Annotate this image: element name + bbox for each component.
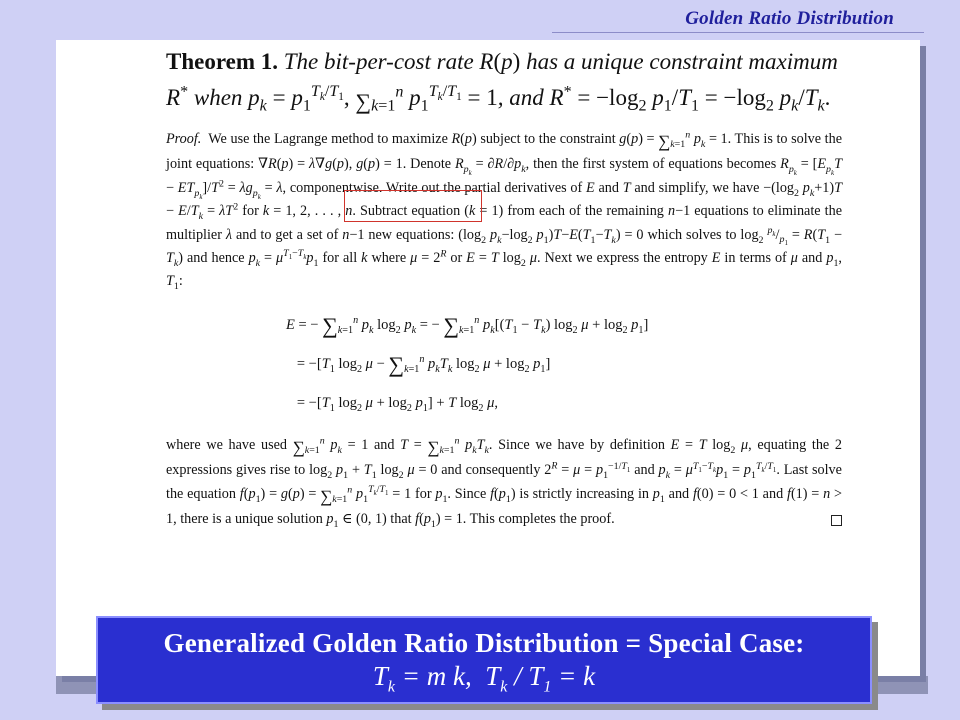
proof-label: Proof. xyxy=(166,131,202,147)
qed-square-icon xyxy=(831,515,842,526)
equation-line-1: E = − $\sum_{k=1}^n$ $p_k$ $\log_2 p_k$ = − $\sum_{k=1}^n$ $p_k[(T_1 - T_k)$ $\log_2 \mu + \log_2 p_1$] xyxy=(286,312,649,338)
proof-conclusion: where we have used $\sum_{k=1}^n$ $p_k = 1$ and $T = \sum_{k=1}^n$ $p_kT_k$. Since we have by definition E = T $\log_2 \mu$, equating the 2 expressions gives rise to $\log_2 p_1 + T_1$ $\log_2 \mu = 0$ and consequently $2^R = \mu = p_1^{-1/T_1}$ and $p_k = \mu^{T_1-T_k}p_1 = p_1^{T_k/T_1}$. Last solve the equation $f(p_1) = g(p) = \sum_{k=1}^n$ $p_1^{T_k/T_1} = 1$ for $p_1$. Since $f(p_1)$ is strictly increasing in $p_1$ and f(0) = 0 < 1 and f(1) = n > 1, there is a unique solution $p_1$ ∈ (0, 1) that $f(p_1) = 1$. This completes the proof. xyxy=(166,435,842,530)
proof-paragraph: Proof. We use the Lagrange method to maximize R(p) subject to the constraint $g(p) = \sum_{k=1}^n$ $p_k = 1$. This is to solve the joint equations: ∇R(p) = λ∇g(p), g(p) = 1. Denote $R_{p_k} = \partial R/\partial p_k$, then the first system of equations becomes $R_{p_k} = [E_{p_k}T - ET_{p_k}]/T^2 = \lambda g_{p_k} = \lambda$, componentwise. Write out the partial derivatives of E and T and simplify, we have $-(\log_2$ $p_k+1)T - E/T_k = \lambda T^2$ for k = 1, 2, . . . , n. Subtract equation (k = 1) from each of the remaining n−1 equations to eliminate the multiplier λ and to get a set of n−1 new equations: ($\log_2$ $p_k-\log_2$ $p_1)T-E(T_1-T_k) = 0$ which solves to $\log_2 ^{p_k}/_{p_1} = R(T_1 - T_k)$ and hence $p_k = \mu^{T_1-T_k}p_1$ for all k where $\mu = 2^R$ or E = T $\log_2 \mu$. Next we express the entropy E in terms of μ and $p_1$, $T_1$: xyxy=(166,129,842,293)
theorem-statement: Theorem 1. The bit-per-cost rate R(p) has a unique constraint maximum R* when $p_k = p_1^{T_k/T_1}$, $\sum_{k=1}^n$ $p_1^{T_k/T_1} = 1$, and $R^* = -\log_2$ $p_1/T_1 = -\log_2$ $p_k/T_k$. xyxy=(166,49,838,115)
header-divider xyxy=(552,32,924,33)
banner-formula: $T_k = m$ k, $T_k / T_1 = k$ xyxy=(372,661,596,696)
equation-line-2: = $-[T_1$ $\log_2 \mu - \sum_{k=1}^n$ $p_kT_k$ $\log_2 \mu + \log_2 p_1$] xyxy=(286,351,551,377)
document-excerpt xyxy=(56,40,920,676)
banner-heading: Generalized Golden Ratio Distribution = Special Case: xyxy=(163,628,805,658)
equation-block xyxy=(286,306,842,422)
highlighted-phrase: Lagrange method xyxy=(273,131,374,147)
theorem-label: Theorem 1. xyxy=(166,49,279,74)
equation-line-3: = $-[T_1$ $\log_2 \mu + \log_2 p_1] + T$ $\log_2 \mu$, xyxy=(286,394,499,414)
slide-header-title: Golden Ratio Distribution xyxy=(685,8,894,29)
summary-banner xyxy=(96,616,872,704)
